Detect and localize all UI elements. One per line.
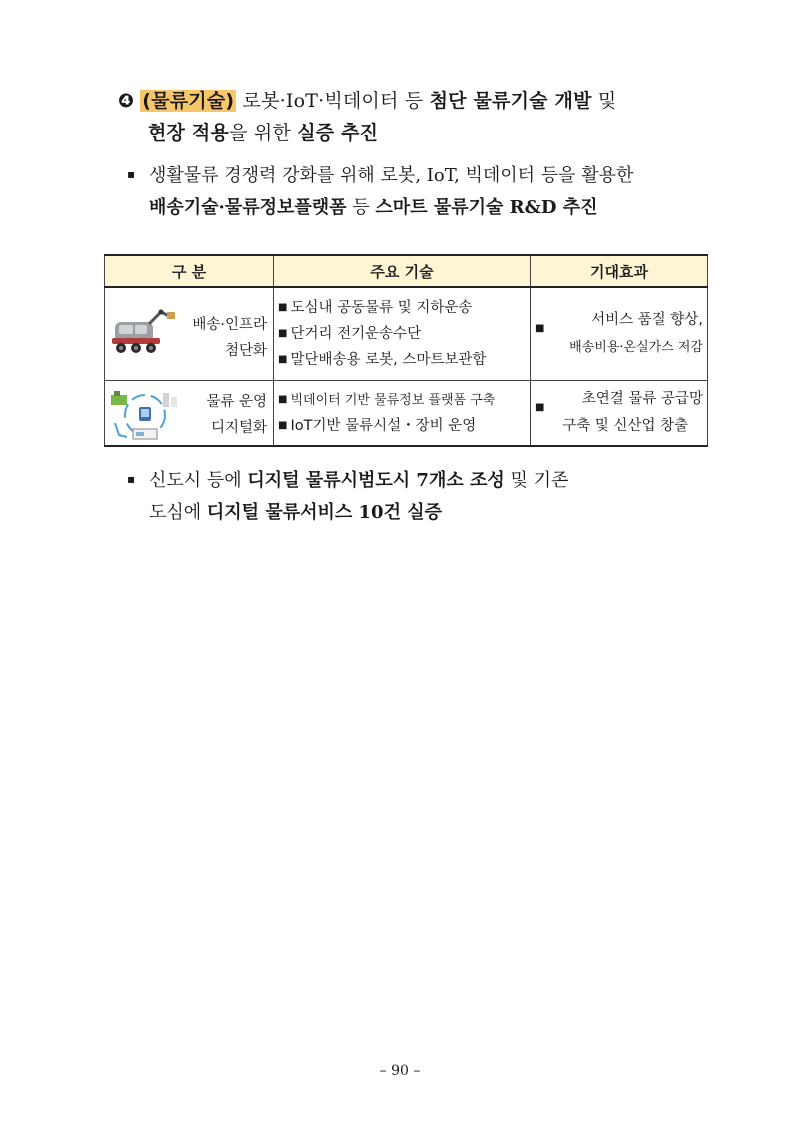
effect-text: 서비스 품질 향상, (591, 312, 703, 328)
bullet-text: 등 (346, 197, 376, 218)
effect-item (535, 307, 703, 334)
heading-text-3: 을 위한 (229, 122, 298, 144)
heading-number: ❹ (118, 90, 135, 112)
bullet-marker: ▪ (127, 167, 136, 181)
square-bullet-icon: ■ (535, 323, 545, 334)
square-bullet-icon: ■ (278, 328, 288, 339)
bullet-bold: 디지털 물류시범도시 7개소 조성 (247, 470, 505, 491)
category-cell (105, 381, 274, 447)
category-line: 물류 운영 (206, 394, 267, 410)
bullet-marker: ▪ (127, 472, 136, 486)
square-bullet-icon: ■ (278, 354, 288, 365)
category-cell (105, 287, 274, 381)
table-row (105, 381, 708, 447)
page-number: – 90 – (379, 1063, 421, 1079)
bullet-text: 생활물류 경쟁력 강화를 위해 로봇, IoT, 빅데이터 등을 활용한 (149, 165, 634, 186)
effect-text: 구축 및 신산업 창출 (562, 418, 689, 434)
logistics-network-icon (109, 387, 189, 447)
square-bullet-icon: ■ (278, 394, 288, 405)
delivery-robot-icon (109, 302, 189, 366)
category-line: 첨단화 (224, 343, 267, 359)
tech-cell (274, 381, 531, 447)
bullet-text: 도심에 (149, 502, 207, 523)
effect-item (535, 386, 703, 413)
bullet-bold: 디지털 물류서비스 10건 실증 (206, 502, 443, 523)
heading-tag: (물류기술) (142, 90, 235, 112)
bullet-bold: 배송기술·물류정보플랫폼 (149, 197, 347, 218)
heading-bold-2: 현장 적용 (148, 122, 230, 144)
heading-bold-3: 실증 추진 (297, 122, 379, 144)
square-bullet-icon: ■ (535, 402, 545, 413)
square-bullet-icon: ■ (278, 420, 288, 431)
bullet-text: 및 기존 (504, 470, 569, 491)
category-label (206, 389, 267, 441)
table-row (105, 287, 708, 381)
header-tech: 주요 기술 (274, 255, 531, 287)
header-effect: 기대효과 (531, 255, 708, 287)
effect-text: 초연결 물류 공급망 (581, 391, 703, 407)
tech-text: 말단배송용 로봇, 스마트보관함 (290, 352, 487, 368)
tech-item (278, 387, 530, 413)
tech-text: 단거리 전기운송수단 (290, 326, 422, 342)
effect-cell (531, 287, 708, 381)
tech-item (278, 347, 530, 373)
tech-item (278, 295, 530, 321)
section-heading (118, 85, 718, 149)
tech-item (278, 321, 530, 347)
category-label (192, 312, 267, 364)
tech-text: 도심내 공동물류 및 지하운송 (290, 300, 473, 316)
heading-bold-1: 첨단 물류기술 개발 (429, 90, 592, 112)
category-line: 디지털화 (210, 420, 267, 436)
effect-cell (531, 381, 708, 447)
tech-item (278, 413, 530, 439)
heading-text-2: 및 (591, 90, 617, 112)
bullet-paragraph-2 (127, 463, 712, 529)
table-header-row (105, 255, 708, 287)
effect-text: 배송비용·온실가스 저감 (569, 340, 703, 355)
header-category: 구 분 (105, 255, 274, 287)
tech-text: IoT기반 물류시설・장비 운영 (290, 418, 477, 434)
category-line: 배송·인프라 (192, 317, 267, 333)
tech-text: 빅데이터 기반 물류정보 플랫폼 구축 (290, 393, 496, 408)
bullet-text: 신도시 등에 (149, 470, 248, 491)
tech-cell (274, 287, 531, 381)
bullet-paragraph-1 (127, 158, 712, 224)
square-bullet-icon: ■ (278, 302, 288, 313)
bullet-bold: 스마트 물류기술 R&D 추진 (375, 197, 598, 218)
tech-table (104, 254, 708, 447)
heading-text: 로봇·IoT·빅데이터 등 (236, 90, 430, 112)
